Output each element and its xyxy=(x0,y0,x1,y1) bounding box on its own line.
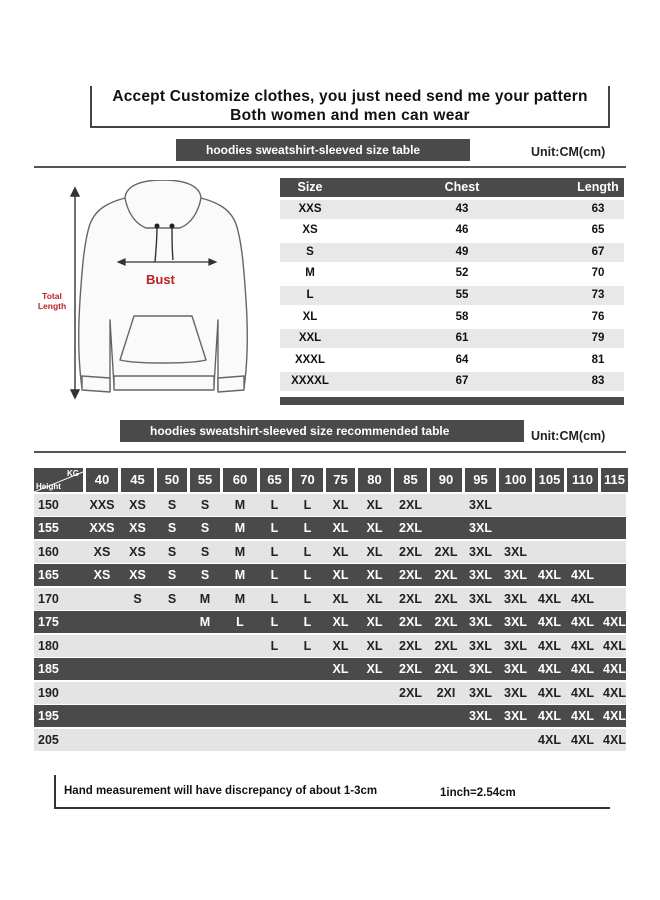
recommended-size-cell: 3XL xyxy=(504,568,527,582)
measurement-note: Hand measurement will have discrepancy of about 1-3cm xyxy=(64,785,378,797)
recommended-size-cell: M xyxy=(234,545,246,559)
height-value: 195 xyxy=(38,709,59,723)
recommended-size-cell: S xyxy=(167,498,177,512)
recommend-table-row xyxy=(34,517,626,539)
weight-column-header: 110 xyxy=(567,468,598,492)
recommended-size-cell: XS xyxy=(129,545,146,559)
size-table-cell: 73 xyxy=(591,289,605,301)
recommended-size-cell: 3XL xyxy=(469,568,492,582)
size-table-row xyxy=(280,286,624,305)
weight-column-header: 65 xyxy=(260,468,289,492)
height-value: 185 xyxy=(38,662,59,676)
recommended-size-cell: L xyxy=(270,568,279,582)
recommended-size-cell: 4XL xyxy=(571,568,594,582)
recommend-table-title: hoodies sweatshirt-sleeved size recommended table xyxy=(120,420,524,442)
height-value: 170 xyxy=(38,592,59,606)
recommended-size-cell: XS xyxy=(129,521,146,535)
size-table-row xyxy=(280,200,624,219)
divider-middle xyxy=(34,451,626,453)
size-table-cell: 55 xyxy=(455,289,469,301)
corner-height: Height xyxy=(36,482,61,491)
recommended-size-cell: 3XL xyxy=(469,521,492,535)
recommended-size-cell: L xyxy=(270,592,279,606)
weight-column-header: 95 xyxy=(465,468,496,492)
recommended-size-cell: 3XL xyxy=(469,686,492,700)
recommended-size-cell: 3XL xyxy=(504,615,527,629)
recommended-size-cell: 3XL xyxy=(504,686,527,700)
corner-kg: KG xyxy=(67,469,79,478)
total-length-line-1: Total xyxy=(42,291,62,301)
recommended-size-cell: XXS xyxy=(89,498,115,512)
recommended-size-cell: XL xyxy=(332,568,349,582)
recommended-size-cell: L xyxy=(270,498,279,512)
header-line-2: Both women and men can wear xyxy=(230,107,470,124)
recommended-size-cell: L xyxy=(303,639,312,653)
recommended-size-cell: L xyxy=(236,615,244,629)
recommended-size-cell: 4XL xyxy=(538,615,561,629)
size-table-cell: 70 xyxy=(591,267,605,280)
size-table-row xyxy=(280,329,624,348)
size-table-cell: 43 xyxy=(455,202,469,215)
size-table-cell: S xyxy=(306,245,314,258)
weight-column-header: 60 xyxy=(223,468,257,492)
height-weight-corner xyxy=(34,468,83,492)
divider-top xyxy=(34,166,626,168)
recommended-size-cell: 4XL xyxy=(538,568,561,582)
size-table-row xyxy=(280,264,624,283)
recommend-table-unit: Unit:CM(cm) xyxy=(531,429,606,443)
recommended-size-cell: 3XL xyxy=(469,709,492,723)
recommended-size-cell: L xyxy=(303,592,312,606)
recommend-table-row xyxy=(34,541,626,563)
recommended-size-cell: S xyxy=(200,545,210,559)
recommended-size-cell: XL xyxy=(332,592,349,606)
size-table-cell: 67 xyxy=(455,375,469,388)
size-table-title: hoodies sweatshirt-sleeved size table xyxy=(176,139,470,161)
inch-conversion: 1inch=2.54cm xyxy=(440,787,516,799)
recommended-size-cell: 2XL xyxy=(434,568,458,582)
size-table-cell: L xyxy=(306,289,314,301)
weight-column-header: 40 xyxy=(86,468,118,492)
recommended-size-cell: S xyxy=(167,568,177,582)
size-table-cell: 76 xyxy=(591,310,605,323)
recommended-size-cell: 2XL xyxy=(399,545,422,559)
recommended-size-cell: XL xyxy=(332,615,349,629)
recommended-size-cell: 4XL xyxy=(571,662,594,676)
recommended-size-cell: 2XL xyxy=(399,615,422,629)
height-value: 150 xyxy=(38,498,59,512)
size-table-row xyxy=(280,351,624,370)
size-table-cell: XS xyxy=(302,224,318,237)
recommended-size-cell: 3XL xyxy=(504,545,527,559)
recommended-size-cell: 2XL xyxy=(434,639,458,653)
recommended-size-cell: 4XL xyxy=(603,615,626,629)
recommended-size-cell: 4XL xyxy=(538,733,561,747)
recommended-size-cell: S xyxy=(167,545,177,559)
recommend-table-row xyxy=(34,705,626,727)
height-value: 180 xyxy=(38,639,59,653)
recommended-size-cell: 2XL xyxy=(434,592,458,606)
recommended-size-cell: XL xyxy=(332,521,349,535)
recommended-size-cell: XL xyxy=(366,521,383,535)
height-value: 155 xyxy=(38,521,59,535)
recommended-size-cell: XXS xyxy=(89,521,115,535)
height-value: 175 xyxy=(38,615,59,629)
recommended-size-cell: L xyxy=(303,521,312,535)
size-table-row xyxy=(280,308,624,327)
recommended-size-cell: 4XL xyxy=(538,639,561,653)
recommended-size-cell: S xyxy=(200,498,210,512)
recommended-size-cell: 4XL xyxy=(538,709,561,723)
size-table-cell: 83 xyxy=(591,375,605,388)
size-table-cell: 81 xyxy=(591,353,605,366)
size-table-cell: 65 xyxy=(591,224,605,237)
size-table-cell: 64 xyxy=(455,353,469,366)
size-table-row xyxy=(280,372,624,391)
recommend-table-header xyxy=(34,468,626,492)
recommended-size-cell: 4XL xyxy=(571,686,594,700)
recommended-size-cell: 4XL xyxy=(538,686,561,700)
footer-note-box xyxy=(54,775,610,809)
weight-column-header: 50 xyxy=(157,468,187,492)
size-table-cell: XXS xyxy=(298,202,322,215)
recommended-size-cell: 4XL xyxy=(538,662,561,676)
recommended-size-cell: XS xyxy=(129,498,146,512)
recommend-table-row xyxy=(34,729,626,751)
size-table-cell: 61 xyxy=(455,332,469,345)
weight-column-header: 115 xyxy=(601,468,628,492)
recommended-size-cell: 3XL xyxy=(469,662,492,676)
recommended-size-cell: 4XL xyxy=(603,709,626,723)
size-table-cell: 63 xyxy=(591,202,605,215)
recommended-size-cell: L xyxy=(270,521,279,535)
recommended-size-cell: 3XL xyxy=(504,662,527,676)
recommended-size-cell: XL xyxy=(366,615,383,629)
recommended-size-cell: 2XL xyxy=(399,686,422,700)
recommended-size-cell: XS xyxy=(93,545,111,559)
weight-column-header: 70 xyxy=(292,468,323,492)
recommended-size-cell: XL xyxy=(366,639,383,653)
recommended-size-cell: XL xyxy=(366,545,383,559)
recommended-size-cell: 2XL xyxy=(399,568,422,582)
size-table-cell: 46 xyxy=(455,224,469,237)
recommended-size-cell: 3XL xyxy=(469,615,492,629)
height-value: 190 xyxy=(38,686,59,700)
height-value: 165 xyxy=(38,568,59,582)
recommended-size-cell: XL xyxy=(332,639,349,653)
size-table-cell: 58 xyxy=(455,310,469,323)
weight-column-header: 45 xyxy=(121,468,154,492)
recommended-size-cell: M xyxy=(234,498,246,512)
recommended-size-cell: 2XL xyxy=(399,498,422,512)
header-line-1: Accept Customize clothes, you just need send me your pattern xyxy=(112,88,588,105)
recommended-size-cell: XS xyxy=(129,568,146,582)
recommended-size-cell: 3XL xyxy=(504,639,527,653)
recommend-table-row xyxy=(34,682,626,704)
recommended-size-cell: 3XL xyxy=(469,592,492,606)
size-table-cell: XXXXL xyxy=(291,375,329,388)
weight-column-header: 55 xyxy=(190,468,220,492)
recommended-size-cell: L xyxy=(303,545,312,559)
recommended-size-cell: 2XL xyxy=(434,662,458,676)
size-table-row xyxy=(280,243,624,262)
weight-column-header: 75 xyxy=(326,468,355,492)
recommended-size-cell: 2XL xyxy=(434,545,458,559)
recommended-size-cell: 2XL xyxy=(399,639,422,653)
recommend-table-row xyxy=(34,658,626,680)
recommended-size-cell: 3XL xyxy=(469,639,492,653)
weight-column-header: 85 xyxy=(394,468,427,492)
recommended-size-cell: M xyxy=(234,568,246,582)
recommended-size-cell: 4XL xyxy=(538,592,561,606)
recommended-size-cell: 4XL xyxy=(571,709,594,723)
size-table-column-header: Length xyxy=(577,180,619,194)
recommended-size-cell: XL xyxy=(366,498,383,512)
recommended-size-cell: XL xyxy=(332,545,349,559)
recommended-size-cell: 2XL xyxy=(399,521,422,535)
size-table-footer-bar xyxy=(280,397,624,405)
height-value: 205 xyxy=(38,733,59,747)
recommended-size-cell: XL xyxy=(332,662,349,676)
recommended-size-cell: L xyxy=(303,498,312,512)
size-table-cell: XXXL xyxy=(294,353,326,366)
recommended-size-cell: M xyxy=(199,592,211,606)
size-table-cell: 52 xyxy=(455,267,469,280)
recommended-size-cell: 4XL xyxy=(571,615,594,629)
hoodie-figure-icon xyxy=(30,180,270,400)
recommend-table-row xyxy=(34,588,626,610)
size-table-cell: 79 xyxy=(591,332,605,345)
size-table-cell: XXL xyxy=(298,332,322,345)
recommended-size-cell: S xyxy=(133,592,142,606)
weight-column-header: 105 xyxy=(535,468,564,492)
recommended-size-cell: XL xyxy=(366,662,383,676)
weight-column-header: 90 xyxy=(430,468,462,492)
recommended-size-cell: 2XL xyxy=(434,615,458,629)
recommended-size-cell: 4XL xyxy=(603,639,626,653)
weight-column-header: 100 xyxy=(499,468,532,492)
total-length-label xyxy=(30,291,74,311)
recommended-size-cell: 2XI xyxy=(436,686,456,700)
recommended-size-cell: S xyxy=(200,568,210,582)
size-table-column-header: Chest xyxy=(444,180,480,194)
recommended-size-cell: 2XL xyxy=(399,662,422,676)
recommended-size-cell: 3XL xyxy=(469,545,492,559)
recommended-size-cell: 4XL xyxy=(571,639,594,653)
recommend-table-row xyxy=(34,611,626,633)
recommended-size-cell: S xyxy=(167,592,177,606)
recommended-size-cell: XL xyxy=(332,498,349,512)
recommended-size-cell: 2XL xyxy=(399,592,422,606)
weight-column-header: 80 xyxy=(358,468,391,492)
recommended-size-cell: 4XL xyxy=(571,592,594,606)
size-table-header xyxy=(280,178,624,197)
recommended-size-cell: L xyxy=(270,545,279,559)
recommended-size-cell: 3XL xyxy=(504,709,527,723)
recommended-size-cell: XS xyxy=(93,568,111,582)
recommended-size-cell: 4XL xyxy=(603,686,626,700)
size-table-cell: 67 xyxy=(591,245,605,258)
size-table-unit: Unit:CM(cm) xyxy=(531,145,606,159)
recommended-size-cell: S xyxy=(167,521,177,535)
size-table-column-header: Size xyxy=(297,180,323,194)
recommend-table-row xyxy=(34,564,626,586)
recommend-table-row xyxy=(34,494,626,516)
size-table-row xyxy=(280,221,624,240)
recommended-size-cell: L xyxy=(303,615,312,629)
bust-label: Bust xyxy=(146,272,175,287)
recommended-size-cell: L xyxy=(270,639,279,653)
recommended-size-cell: M xyxy=(199,615,211,629)
recommended-size-cell: 3XL xyxy=(469,498,492,512)
total-length-line-2: Length xyxy=(37,301,67,311)
recommended-size-cell: M xyxy=(234,521,246,535)
recommended-size-cell: 4XL xyxy=(571,733,594,747)
recommended-size-cell: S xyxy=(200,521,210,535)
recommended-size-cell: L xyxy=(303,568,312,582)
recommend-table-row xyxy=(34,635,626,657)
size-table-cell: M xyxy=(305,267,315,280)
header-banner xyxy=(90,86,610,128)
size-table-cell: 49 xyxy=(455,245,469,258)
recommended-size-cell: M xyxy=(234,592,246,606)
recommended-size-cell: L xyxy=(270,615,279,629)
recommended-size-cell: 4XL xyxy=(603,733,626,747)
height-value: 160 xyxy=(38,545,59,559)
recommended-size-cell: XL xyxy=(366,592,383,606)
size-table-cell: XL xyxy=(302,310,318,323)
recommended-size-cell: 4XL xyxy=(603,662,626,676)
recommended-size-cell: 3XL xyxy=(504,592,527,606)
recommended-size-cell: XL xyxy=(366,568,383,582)
